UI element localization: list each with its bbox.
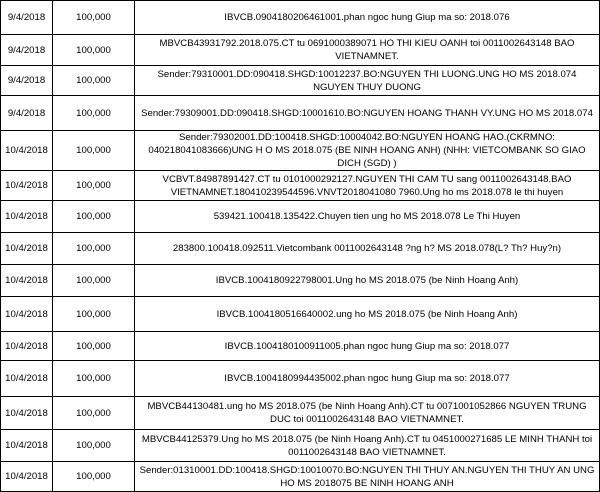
date-cell: 10/4/2018 — [1, 361, 53, 397]
table-row — [1, 430, 600, 462]
amount-cell: 100,000 — [53, 35, 135, 66]
date-cell: 10/4/2018 — [1, 397, 53, 430]
description-cell: 539421.100418.135422.Chuyen tien ung ho MS 2018.078 Le Thi Huyen — [135, 201, 600, 233]
amount-cell: 100,000 — [53, 397, 135, 430]
table-row — [1, 171, 600, 201]
description-cell: Sender:79310001.DD:090418.SHGD:10012237.BO:NGUYEN THI LUONG.UNG HO MS 2018.074 NGUYEN THUY DUONG — [135, 66, 600, 96]
table-row — [1, 297, 600, 332]
amount-cell: 100,000 — [53, 201, 135, 233]
date-cell: 10/4/2018 — [1, 332, 53, 361]
amount-cell: 100,000 — [53, 332, 135, 361]
description-cell: IBVCB.1004180100911005.phan ngoc hung Giup ma so: 2018.077 — [135, 332, 600, 361]
table-row — [1, 397, 600, 430]
amount-cell: 100,000 — [53, 66, 135, 96]
description-cell: IBVCB.0904180206461001.phan ngoc hung Giup ma so: 2018.076 — [135, 1, 600, 35]
table-row — [1, 201, 600, 233]
description-cell: Sender:79309001.DD:090418.SHGD:10001610.BO:NGUYEN HOANG THANH VY.UNG HO MS 2018.074 — [135, 96, 600, 131]
table-row — [1, 332, 600, 361]
table-row — [1, 462, 600, 492]
date-cell: 9/4/2018 — [1, 96, 53, 131]
date-cell: 10/4/2018 — [1, 297, 53, 332]
table-row — [1, 361, 600, 397]
amount-cell: 100,000 — [53, 462, 135, 492]
description-cell: IBVCB.1004180516640002.ung ho MS 2018.075 (be Ninh Hoang Anh) — [135, 297, 600, 332]
amount-cell: 100,000 — [53, 297, 135, 332]
description-cell: IBVCB.1004180994435002.phan ngoc hung Giup ma so: 2018.077 — [135, 361, 600, 397]
amount-cell: 100,000 — [53, 233, 135, 265]
amount-cell: 100,000 — [53, 1, 135, 35]
description-cell: MBVCB44125379.Ung ho MS 2018.075 (be Ninh Hoang Anh).CT tu 0451000271685 LE MINH THANH toi 0011002643148 BAO VIETNAMNET. — [135, 430, 600, 462]
date-cell: 9/4/2018 — [1, 35, 53, 66]
date-cell: 9/4/2018 — [1, 1, 53, 35]
donation-table-body — [1, 1, 600, 492]
amount-cell: 100,000 — [53, 96, 135, 131]
date-cell: 10/4/2018 — [1, 171, 53, 201]
date-cell: 10/4/2018 — [1, 462, 53, 492]
date-cell: 10/4/2018 — [1, 131, 53, 171]
amount-cell: 100,000 — [53, 265, 135, 297]
description-cell: MBVCB44130481.ung ho MS 2018.075 (be Ninh Hoang Anh).CT tu 0071001052866 NGUYEN TRUNG DUC toi 0011002643148 BAO VIETNAMNET. — [135, 397, 600, 430]
table-row — [1, 96, 600, 131]
table-row — [1, 265, 600, 297]
table-row — [1, 35, 600, 66]
description-cell: Sender:01310001.DD:100418.SHGD:10010070.BO:NGUYEN THI THUY AN.NGUYEN THI THUY AN UNG HO MS 2018075 BE NINH HOANG ANH — [135, 462, 600, 492]
table-row — [1, 1, 600, 35]
table-row — [1, 131, 600, 171]
description-cell: 283800.100418.092511.Vietcombank 0011002643148 ?ng h? MS 2018.078(L? Th? Huy?n) — [135, 233, 600, 265]
date-cell: 10/4/2018 — [1, 233, 53, 265]
table-row — [1, 233, 600, 265]
amount-cell: 100,000 — [53, 171, 135, 201]
date-cell: 9/4/2018 — [1, 66, 53, 96]
amount-cell: 100,000 — [53, 361, 135, 397]
amount-cell: 100,000 — [53, 430, 135, 462]
date-cell: 10/4/2018 — [1, 201, 53, 233]
amount-cell: 100,000 — [53, 131, 135, 171]
description-cell: MBVCB43931792.2018.075.CT tu 0691000389071 HO THI KIEU OANH toi 0011002643148 BAO VIETNAMNET. — [135, 35, 600, 66]
table-row — [1, 66, 600, 96]
description-cell: IBVCB.1004180922798001.Ung ho MS 2018.075 (be Ninh Hoang Anh) — [135, 265, 600, 297]
description-cell: VCBVT.84987891427.CT tu 0101000292127.NGUYEN THI CAM TU sang 0011002643148.BAO VIETNAMNET.180410239544596.VNVT2018041080 7960.Ung ho ms 2018.078 le thi huyen — [135, 171, 600, 201]
date-cell: 10/4/2018 — [1, 430, 53, 462]
description-cell: Sender:79302001.DD:100418.SHGD:10004042.BO:NGUYEN HOANG HAO.(CKRMNO: 040218041083666)UNG H O MS 2018.075 (BE NINH HOANG ANH) (NHH: VIETCOMBANK SO GIAO DICH (SGD) ) — [135, 131, 600, 171]
date-cell: 10/4/2018 — [1, 265, 53, 297]
